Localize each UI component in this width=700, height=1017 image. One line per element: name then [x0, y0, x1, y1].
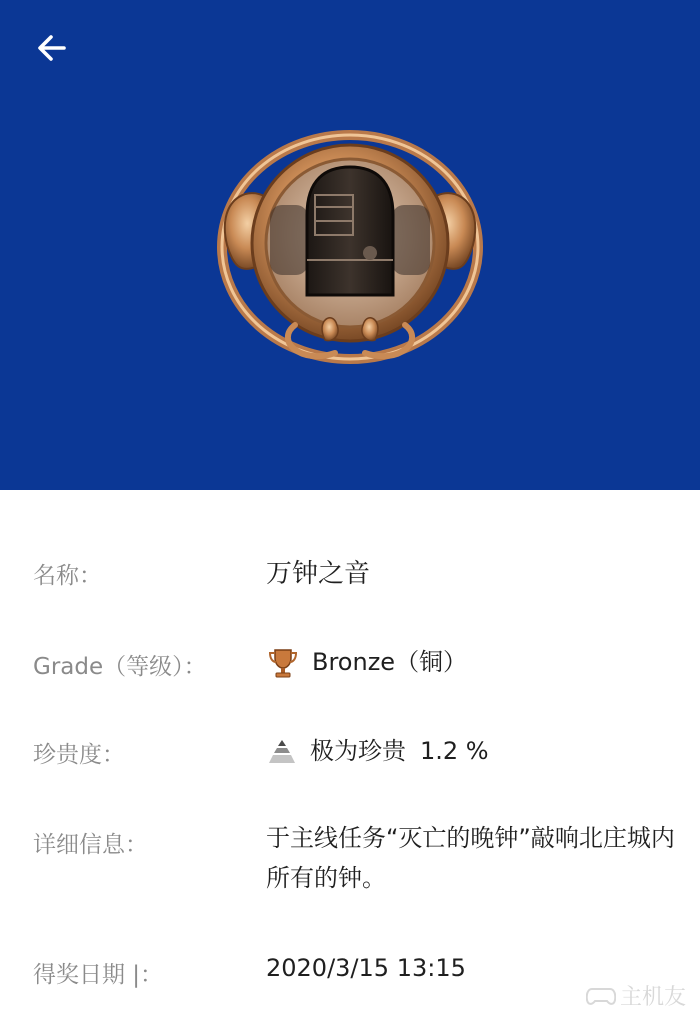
date-value: 2020/3/15 13:15 [266, 954, 466, 982]
detail-value: 于主线任务“灭亡的晚钟”敲响北庄城内所有的钟。 [266, 824, 675, 892]
trophy-icon [266, 646, 300, 680]
rarity-label: 珍贵度： [33, 742, 125, 768]
rarity-percent: 1.2 % [420, 737, 489, 765]
rarity-value-wrap [266, 731, 489, 766]
watermark-text: 主机友 [619, 985, 686, 1010]
rarity-value: 极为珍贵 [310, 737, 406, 765]
name-label: 名称： [33, 563, 102, 589]
grade-label: Grade（等级）： [33, 654, 207, 680]
rarity-pyramid-icon [266, 738, 298, 766]
trophy-details [0, 490, 700, 1017]
trophy-header [0, 0, 700, 490]
trophy-emblem-image [215, 125, 485, 375]
grade-value-wrap [266, 642, 467, 680]
name-value: 万钟之音 [266, 559, 371, 589]
watermark [586, 980, 686, 1011]
grade-value: Bronze（铜） [312, 648, 468, 676]
gamepad-icon [586, 986, 616, 1006]
arrow-left-icon [34, 30, 70, 66]
date-label: 得奖日期 |： [33, 962, 164, 988]
back-button[interactable] [28, 26, 76, 70]
detail-label: 详细信息： [33, 832, 148, 858]
